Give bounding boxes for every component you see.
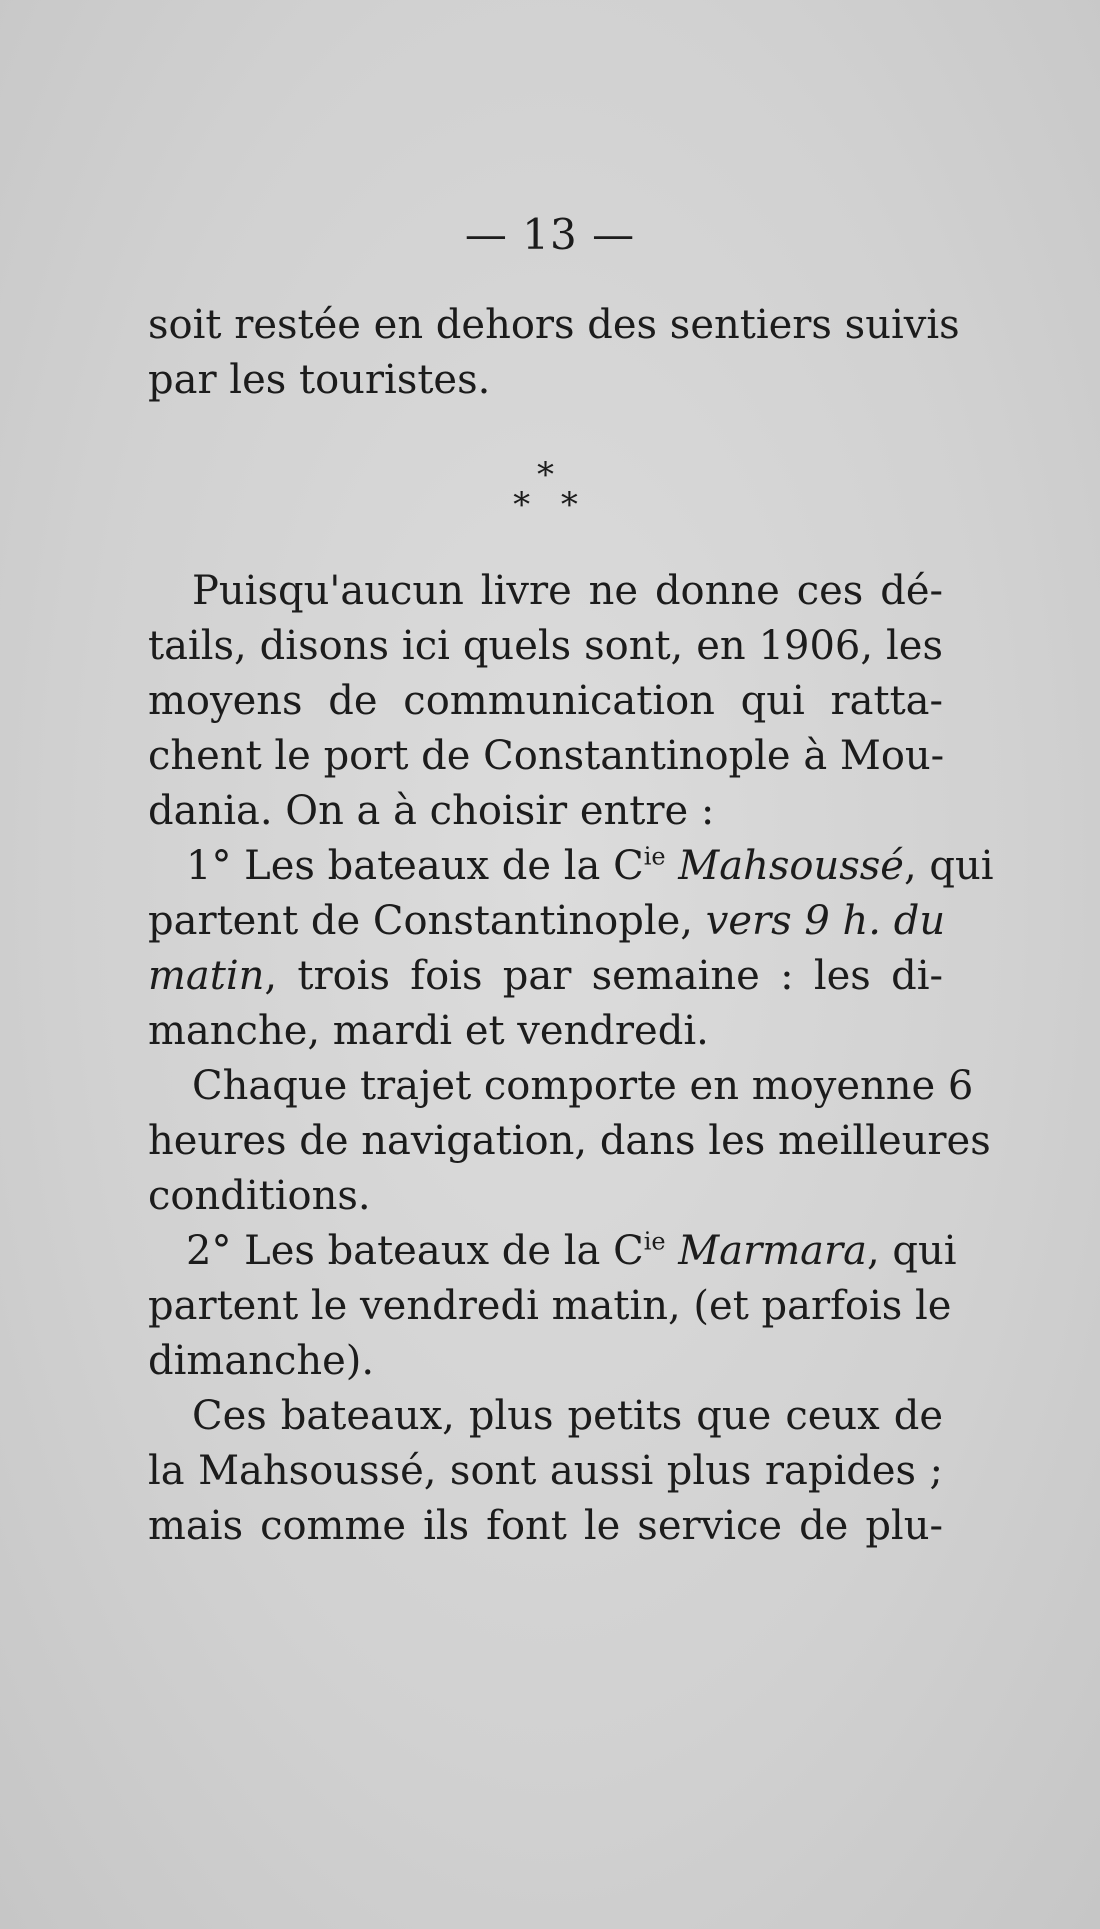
italic-company-name: Mahsoussé [678, 843, 904, 889]
paragraph-comparison [148, 1389, 943, 1554]
italic-time: vers 9 h. du [705, 898, 946, 944]
section-divider-asterism [148, 455, 943, 525]
text-line: Ces bateaux, plus petits que ceux de [192, 1393, 943, 1439]
text-line: par les touristes. [148, 357, 491, 403]
text-line: moyens de communication qui ratta- [148, 678, 943, 724]
text-line: partent le vendredi matin, (et parfois le [148, 1283, 952, 1329]
text-segment: , qui [866, 1228, 957, 1274]
asterism-bottom: * * [513, 485, 588, 525]
text-line: conditions. [148, 1173, 371, 1219]
paragraph-intro [148, 564, 943, 839]
text-line: mais comme ils font le service de plu- [148, 1503, 943, 1549]
text-line: Puisqu'aucun livre ne donne ces dé- [192, 568, 943, 614]
text-segment: , qui [903, 843, 994, 889]
text-line: la Mahsoussé, sont aussi plus rapides ; [148, 1448, 943, 1494]
list-item-marmara [148, 1224, 957, 1389]
asterism-top: * [537, 455, 554, 495]
italic-company-name: Marmara [678, 1228, 867, 1274]
superscript: ie [643, 842, 666, 871]
text-line: soit restée en dehors des sentiers suivis [148, 302, 960, 348]
text-segment: 1° Les bateaux de la C [186, 843, 644, 889]
text-line: manche, mardi et vendredi. [148, 1008, 709, 1054]
text-line: dimanche). [148, 1338, 375, 1384]
text-line [148, 949, 943, 1004]
text-line: heures de navigation, dans les meilleures [148, 1118, 991, 1164]
italic-time: matin [148, 953, 265, 999]
text-line: Chaque trajet comporte en moyenne 6 [192, 1063, 974, 1109]
body-text [148, 298, 994, 1554]
text-line [148, 839, 994, 894]
text-line: dania. On a à choisir entre : [148, 788, 715, 834]
superscript: ie [643, 1227, 666, 1256]
page-number: — 13 — [464, 210, 636, 259]
text-line: chent le port de Constantinople à Mou- [148, 733, 945, 779]
paragraph-continuation [148, 298, 960, 408]
text-line [148, 894, 946, 949]
text-line [148, 1224, 957, 1279]
list-item-mahsousse [148, 839, 994, 1059]
text-line: tails, disons ici quels sont, en 1906, les [148, 623, 943, 669]
paragraph-duration [148, 1059, 991, 1224]
text-segment: , trois fois par semaine : les di- [264, 953, 943, 999]
text-segment: partent de Constantinople, [148, 898, 706, 944]
text-segment: 2° Les bateaux de la C [186, 1228, 644, 1274]
